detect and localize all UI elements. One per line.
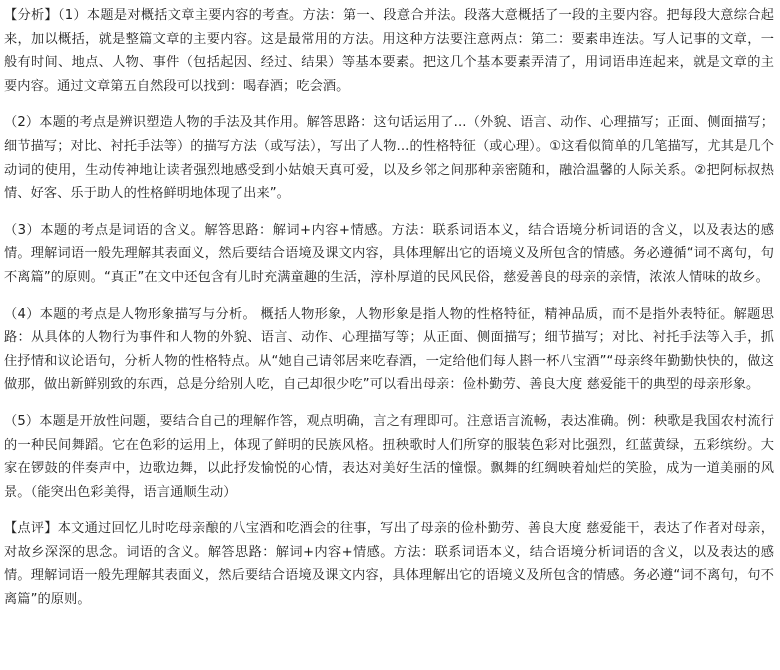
analysis-paragraph-2: （2）本题的考点是辨识塑造人物的手法及其作用。解答思路：这句话运用了...（外貌、语言、动作、心理描写；正面、侧面描写；细节描写；对比、衬托手法等）的描写方法（或写法），写出了人物...的性格特征（或心理）。①这看似简单的几笔描写，尤其是几个动词的使用，生动传神地让读者强烈地感受到小姑娘天真可爱，以及乡邻之间那种亲密随和，融洽温馨的人际关系。②把阿标叔热情、好客、乐于助人的性格鲜明地体现了出来”。: [4, 115, 774, 202]
analysis-paragraph-1: 【分析】（1）本题是对概括文章主要内容的考查。方法：第一、段意合并法。段落大意概括了一段的主要内容。把每段大意综合起来，加以概括，就是整篇文章的主要内容。这是最常用的方法。用这种方法要注意两点：第二：要素串连法。写人记事的文章，一般有时间、地点、人物、事件（包括起因、经过、结果）等基本要素。把这几个基本要素弄清了，用词语串连起来，就是文章的主要内容。通过文章第五自然段可以找到：喝春酒；吃会酒。: [4, 8, 774, 94]
analysis-paragraph-5: （5）本题是开放性问题，要结合自己的理解作答，观点明确，言之有理即可。注意语言流畅，表达准确。例：秧歌是我国农村流行的一种民间舞蹈。它在色彩的运用上，体现了鲜明的民族风格。扭秧歌时人们所穿的服装色彩对比强烈，红蓝黄绿，五彩缤纷。大家在锣鼓的伴奏声中，边歌边舞，以此抒发愉悦的心情，表达对美好生活的憧憬。飘舞的红绸映着灿烂的笑脸，成为一道美丽的风景。（能突出色彩美得，语言通顺生动）: [4, 413, 774, 500]
comment-paragraph: 【点评】本文通过回忆儿时吃母亲酿的八宝酒和吃酒会的往事，写出了母亲的俭朴勤劳、善良大度 慈爱能干，表达了作者对母亲，对故乡深深的思念。词语的含义。解答思路：解词+内容+情感。方法：联系词语本义，结合语境分析词语的含义，以及表达的感情。理解词语一般先理解其表面义，然后要结合语境及课文内容，具体理解出它的语境义及所包含的情感。务必遵“词不离句，句不离篇”的原则。: [4, 521, 774, 608]
analysis-paragraph-3: （3）本题的考点是词语的含义。解答思路：解词+内容+情感。方法：联系词语本义，结合语境分析词语的含义，以及表达的感情。理解词语一般先理解其表面义，然后要结合语境及课文内容，具体理解出它的语境义及所包含的情感。务必遵循“词不离句，句不离篇”的原则。“真正”在文中还包含有儿时充满童趣的生活，淳朴厚道的民风民俗，慈爱善良的母亲的亲情，浓浓人情味的故乡。: [4, 222, 774, 285]
analysis-paragraph-4: （4）本题的考点是人物形象描写与分析。 概括人物形象，人物形象是指人物的性格特征，精神品质，而不是指外表特征。解题思路：从具体的人物行为事件和人物的外貌、语言、动作、心理描写等；从正面、侧面描写；细节描写；对比、衬托手法等入手，抓住抒情和议论语句，分析人物的性格特点。从“她自己请邻居来吃春酒，一定给他们每人斟一杯八宝酒”“母亲终年勤勤快快的，做这做那，做出新鲜别致的东西，总是分给别人吃，自己却很少吃”可以看出母亲：俭朴勤劳、善良大度 慈爱能干的典型的母亲形象。: [4, 306, 774, 393]
